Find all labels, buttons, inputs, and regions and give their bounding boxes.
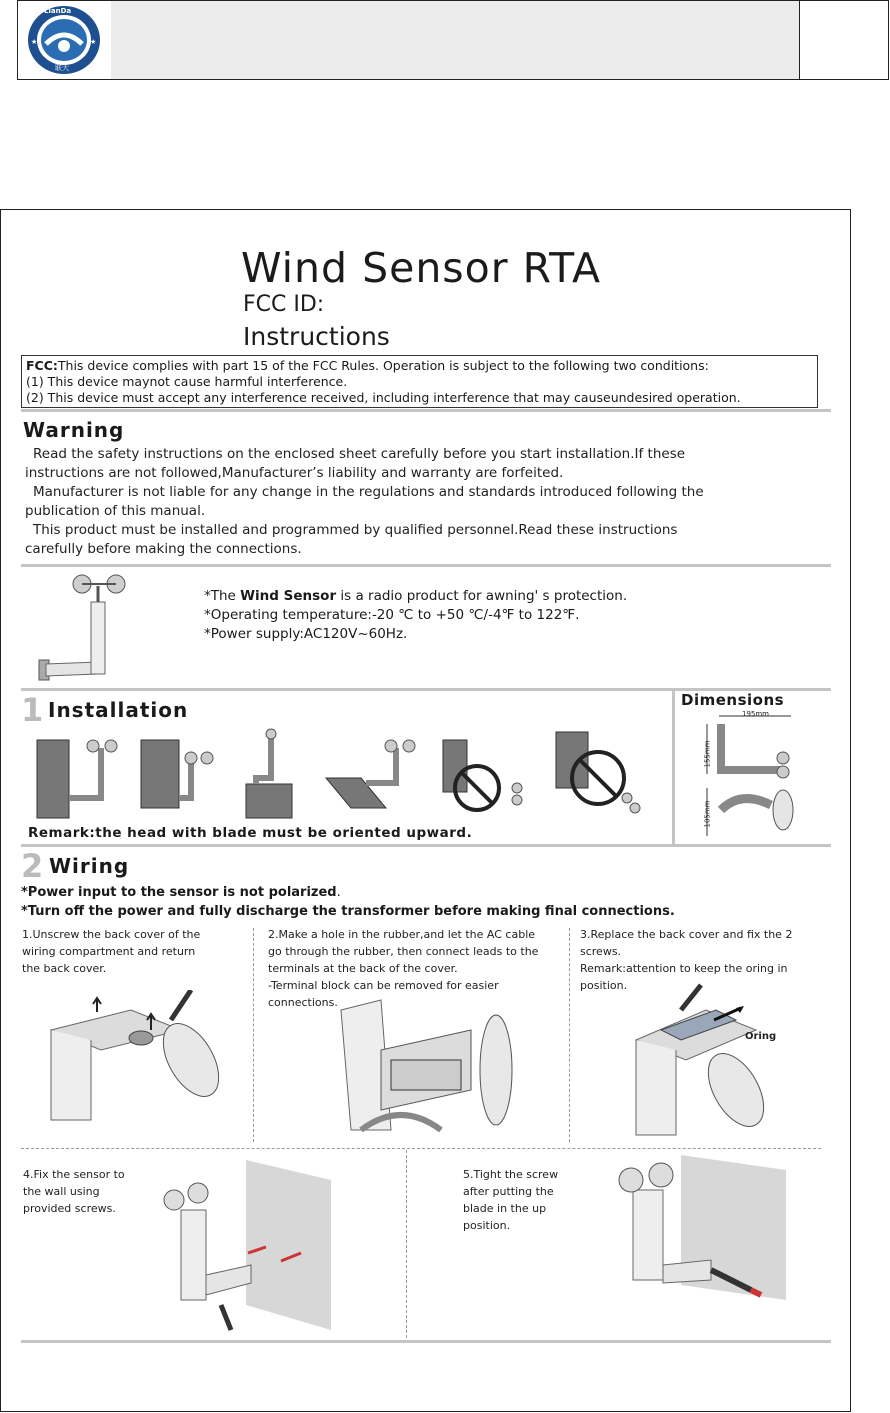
svg-text:★: ★ <box>31 38 38 46</box>
warning-p3a: This product must be installed and programmed by qualified personnel.Read these instructions <box>33 522 678 538</box>
divider <box>21 409 831 412</box>
fcc-statement-box <box>21 355 818 408</box>
document-header <box>17 0 889 80</box>
warning-p1a: Read the safety instructions on the enclosed sheet carefully before you start installation.If these <box>33 446 686 462</box>
fcc-line-3: (2) This device must accept any interference received, including interference that may causeundesired operation. <box>26 390 741 405</box>
dash-separator <box>406 1150 407 1338</box>
step-5-illustration <box>601 1155 791 1305</box>
installation-illustrations <box>31 728 671 828</box>
wiring-step-2: 2.Make a hole in the rubber,and let the AC cable go through the rubber, then connect leads to the terminals at the back of the cover. -Terminal block can be removed for easier connections. <box>268 928 539 1009</box>
dash-separator <box>253 928 254 1142</box>
divider <box>21 844 831 847</box>
page-title: Wind Sensor RTA <box>241 244 602 292</box>
instruction-poster <box>0 209 851 1412</box>
wind-sensor-illustration <box>36 572 156 682</box>
fcc-id-label: FCC ID: <box>243 292 325 317</box>
fcc-line-1: This device complies with part 15 of the FCC Rules. Operation is subject to the following two conditions: <box>57 358 709 373</box>
step-4-illustration <box>156 1155 336 1335</box>
dimension-height: 155mm <box>703 740 712 768</box>
divider <box>21 564 831 567</box>
wiring-step-1: 1.Unscrew the back cover of the wiring compartment and return the back cover. <box>22 928 201 975</box>
wiring-note-2: *Turn off the power and fully discharge the transformer before making final connections. <box>21 904 675 919</box>
dimensions-heading: Dimensions <box>681 691 785 709</box>
wiring-step-4: 4.Fix the sensor to the wall using provided screws. <box>23 1168 125 1215</box>
wiring-heading: Wiring <box>49 854 130 878</box>
logo-text-top: LianDa <box>44 7 72 15</box>
installation-number: 1 <box>21 691 44 729</box>
dash-separator <box>21 1148 821 1149</box>
divider <box>21 1340 831 1343</box>
fcc-label: FCC: <box>26 358 58 373</box>
warning-p1b: instructions are not followed,Manufacturer’s liability and warranty are forfeited. <box>25 465 564 481</box>
spec-line-3: *Power supply:AC120V~60Hz. <box>204 626 408 642</box>
spec-line-1: *The Wind Sensor is a radio product for awning' s protection. <box>204 588 628 604</box>
step-2-illustration <box>321 990 531 1140</box>
oring-label: Oring <box>745 1031 777 1042</box>
logo-cell <box>18 1 112 79</box>
warning-text <box>25 445 825 559</box>
fcc-line-2: (1) This device maynot cause harmful interference. <box>26 374 348 389</box>
wiring-number: 2 <box>21 847 44 885</box>
dimension-base: 105mm <box>703 800 712 828</box>
step-3-illustration <box>626 980 826 1140</box>
installation-remark: Remark:the head with blade must be oriented upward. <box>28 825 473 841</box>
sensor-specs <box>204 587 627 644</box>
warning-heading: Warning <box>23 418 125 442</box>
dimension-width: 195mm <box>742 710 769 718</box>
dimensions-divider <box>672 688 675 844</box>
wiring-note-1: *Power input to the sensor is not polarized. <box>21 885 341 900</box>
dimensions-illustration <box>701 710 831 840</box>
svg-text:★: ★ <box>90 38 97 46</box>
warning-p2b: publication of this manual. <box>25 503 206 519</box>
warning-p2a: Manufacturer is not liable for any change in the regulations and standards introduced following the <box>33 484 704 500</box>
header-title-cell <box>111 1 800 79</box>
logo-text-bottom: 联大 <box>55 64 69 72</box>
subtitle: Instructions <box>243 322 390 351</box>
wiring-notes <box>21 883 675 921</box>
warning-p3b: carefully before making the connections. <box>25 541 302 557</box>
wiring-step-5: 5.Tight the screw after putting the blade in the up position. <box>463 1168 559 1232</box>
installation-heading: Installation <box>48 698 189 722</box>
dash-separator <box>569 928 570 1142</box>
spec-line-2: *Operating temperature:-20 ℃ to +50 ℃/-4℉ to 122℉. <box>204 607 580 623</box>
wiring-step-3: 3.Replace the back cover and fix the 2 screws. Remark:attention to keep the oring in position. <box>580 928 793 992</box>
step-1-illustration <box>41 990 231 1125</box>
